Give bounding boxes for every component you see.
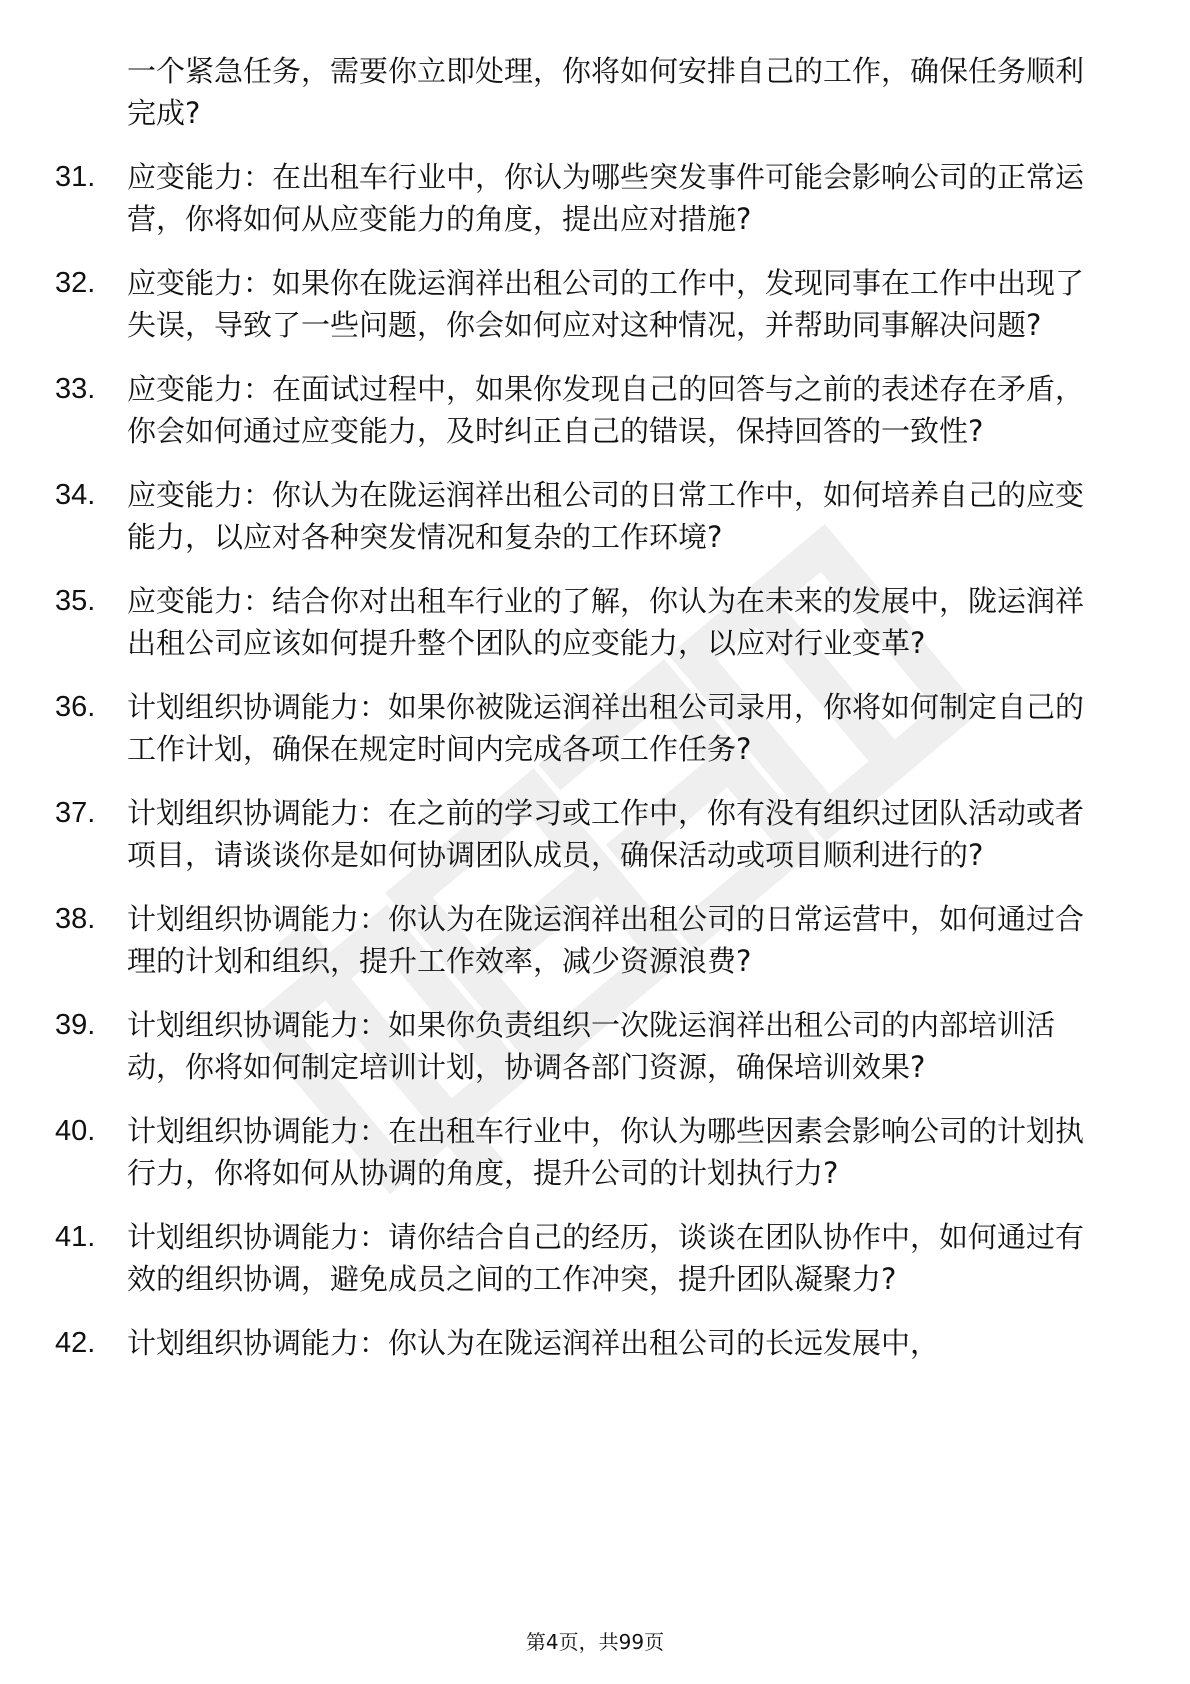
question-text: 应变能力：在出租车行业中，你认为哪些突发事件可能会影响公司的正常运营，你将如何从应变能力的角度，提出应对措施? [127, 160, 1085, 236]
list-item [55, 792, 1105, 876]
question-number: 40. [55, 1115, 96, 1147]
question-text: 计划组织协调能力：在之前的学习或工作中，你有没有组织过团队活动或者项目，请谈谈你是如何协调团队成员，确保活动或项目顺利进行的? [127, 796, 1085, 872]
question-text: 计划组织协调能力：在出租车行业中，你认为哪些因素会影响公司的计划执行力，你将如何从协调的角度，提升公司的计划执行力? [127, 1114, 1085, 1190]
list-item [55, 1322, 1105, 1364]
question-number: 39. [55, 1009, 96, 1041]
list-item [55, 368, 1105, 452]
list-item [55, 1216, 1105, 1300]
question-number: 33. [55, 373, 96, 405]
question-list [55, 156, 1105, 1364]
list-item [55, 474, 1105, 558]
list-item [55, 156, 1105, 240]
question-text: 应变能力：你认为在陇运润祥出租公司的日常工作中，如何培养自己的应变能力，以应对各种突发情况和复杂的工作环境? [127, 478, 1085, 554]
question-number: 34. [55, 479, 96, 511]
question-text: 应变能力：结合你对出租车行业的了解，你认为在未来的发展中，陇运润祥出租公司应该如何提升整个团队的应变能力，以应对行业变革? [127, 584, 1085, 660]
continued-question-text: 一个紧急任务，需要你立即处理，你将如何安排自己的工作，确保任务顺利完成? [127, 54, 1085, 130]
list-item [55, 686, 1105, 770]
question-number: 31. [55, 161, 96, 193]
list-item [55, 580, 1105, 664]
question-number: 42. [55, 1327, 96, 1359]
page-number-footer: 第4页，共99页 [525, 1630, 665, 1654]
question-text: 计划组织协调能力：如果你负责组织一次陇运润祥出租公司的内部培训活动，你将如何制定培训计划，协调各部门资源，确保培训效果? [127, 1008, 1056, 1084]
question-text: 计划组织协调能力：如果你被陇运润祥出租公司录用，你将如何制定自己的工作计划，确保在规定时间内完成各项工作任务? [127, 690, 1085, 766]
question-text: 计划组织协调能力：你认为在陇运润祥出租公司的日常运营中，如何通过合理的计划和组织，提升工作效率，减少资源浪费? [127, 902, 1085, 978]
question-number: 41. [55, 1221, 96, 1253]
list-item [55, 1004, 1105, 1088]
question-text: 计划组织协调能力：你认为在陇运润祥出租公司的长远发展中， [127, 1326, 940, 1360]
question-text: 计划组织协调能力：请你结合自己的经历，谈谈在团队协作中，如何通过有效的组织协调，避免成员之间的工作冲突，提升团队凝聚力? [127, 1220, 1085, 1296]
question-number: 37. [55, 797, 96, 829]
question-text: 应变能力：在面试过程中，如果你发现自己的回答与之前的表述存在矛盾，你会如何通过应变能力，及时纠正自己的错误，保持回答的一致性? [127, 372, 1085, 448]
list-item [55, 262, 1105, 346]
question-number: 35. [55, 585, 96, 617]
list-item [55, 898, 1105, 982]
question-number: 36. [55, 691, 96, 723]
list-item [55, 1110, 1105, 1194]
question-number: 32. [55, 267, 96, 299]
question-list-section [55, 50, 1105, 1386]
question-number: 38. [55, 903, 96, 935]
question-text: 应变能力：如果你在陇运润祥出租公司的工作中，发现同事在工作中出现了失误，导致了一些问题，你会如何应对这种情况，并帮助同事解决问题? [127, 266, 1085, 342]
